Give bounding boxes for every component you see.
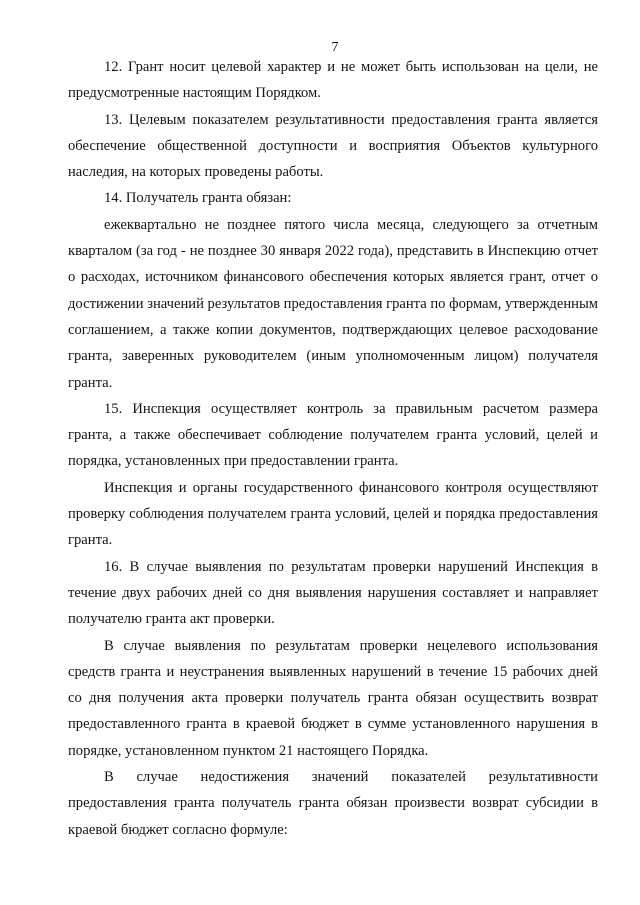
document-body (68, 54, 598, 843)
page-number: 7 (331, 40, 339, 55)
paragraph-16-misuse: В случае выявления по результатам проверки нецелевого использования средств гранта и неустранения выявленных нарушений в течение 15 рабочих дней со дня получения акта проверки получатель гранта обязан осуществить возврат предоставленного гранта в краевой бюджет в сумме установленного нарушения в порядке, установленном пунктом 21 настоящего Порядка. (68, 637, 598, 759)
paragraph-13: 13. Целевым показателем результативности предоставления гранта является обеспечение общественной доступности и восприятия Объектов культурного наследия, на которых проведены работы. (68, 111, 598, 181)
paragraph-16-shortfall: В случае недостижения значений показателей результативности предоставления гранта получатель гранта обязан произвести возврат субсидии в краевой бюджет согласно формуле: (68, 769, 598, 838)
paragraph-14: 14. Получатель гранта обязан: (104, 190, 292, 207)
paragraph-15-control: Инспекция и органы государственного финансового контроля осуществляют проверку соблюдения получателем гранта условий, целей и порядка предоставления гранта. (68, 479, 598, 549)
paragraph-15: 15. Инспекция осуществляет контроль за правильным расчетом размера гранта, а также обеспечивает соблюдение получателем гранта условий, целей и порядка, установленных при предоставлении гранта. (68, 400, 598, 470)
paragraph-14-reporting: ежеквартально не позднее пятого числа месяца, следующего за отчетным кварталом (за год - не позднее 30 января 2022 года), представить в Инспекцию отчет о расходах, источником финансового обеспечения которых является грант, отчет о достижении значений результатов предоставления гранта по формам, утвержденным соглашением, а также копии документов, подтверждающих целевое расходование гранта, заверенных руководителем (иным уполномоченным лицом) получателя гранта. (68, 216, 598, 391)
paragraph-12: 12. Грант носит целевой характер и не может быть использован на цели, не предусмотренные настоящим Порядком. (68, 59, 598, 102)
paragraph-16: 16. В случае выявления по результатам проверки нарушений Инспекция в течение двух рабочих дней со дня выявления нарушения составляет и направляет получателю гранта акт проверки. (68, 558, 598, 628)
